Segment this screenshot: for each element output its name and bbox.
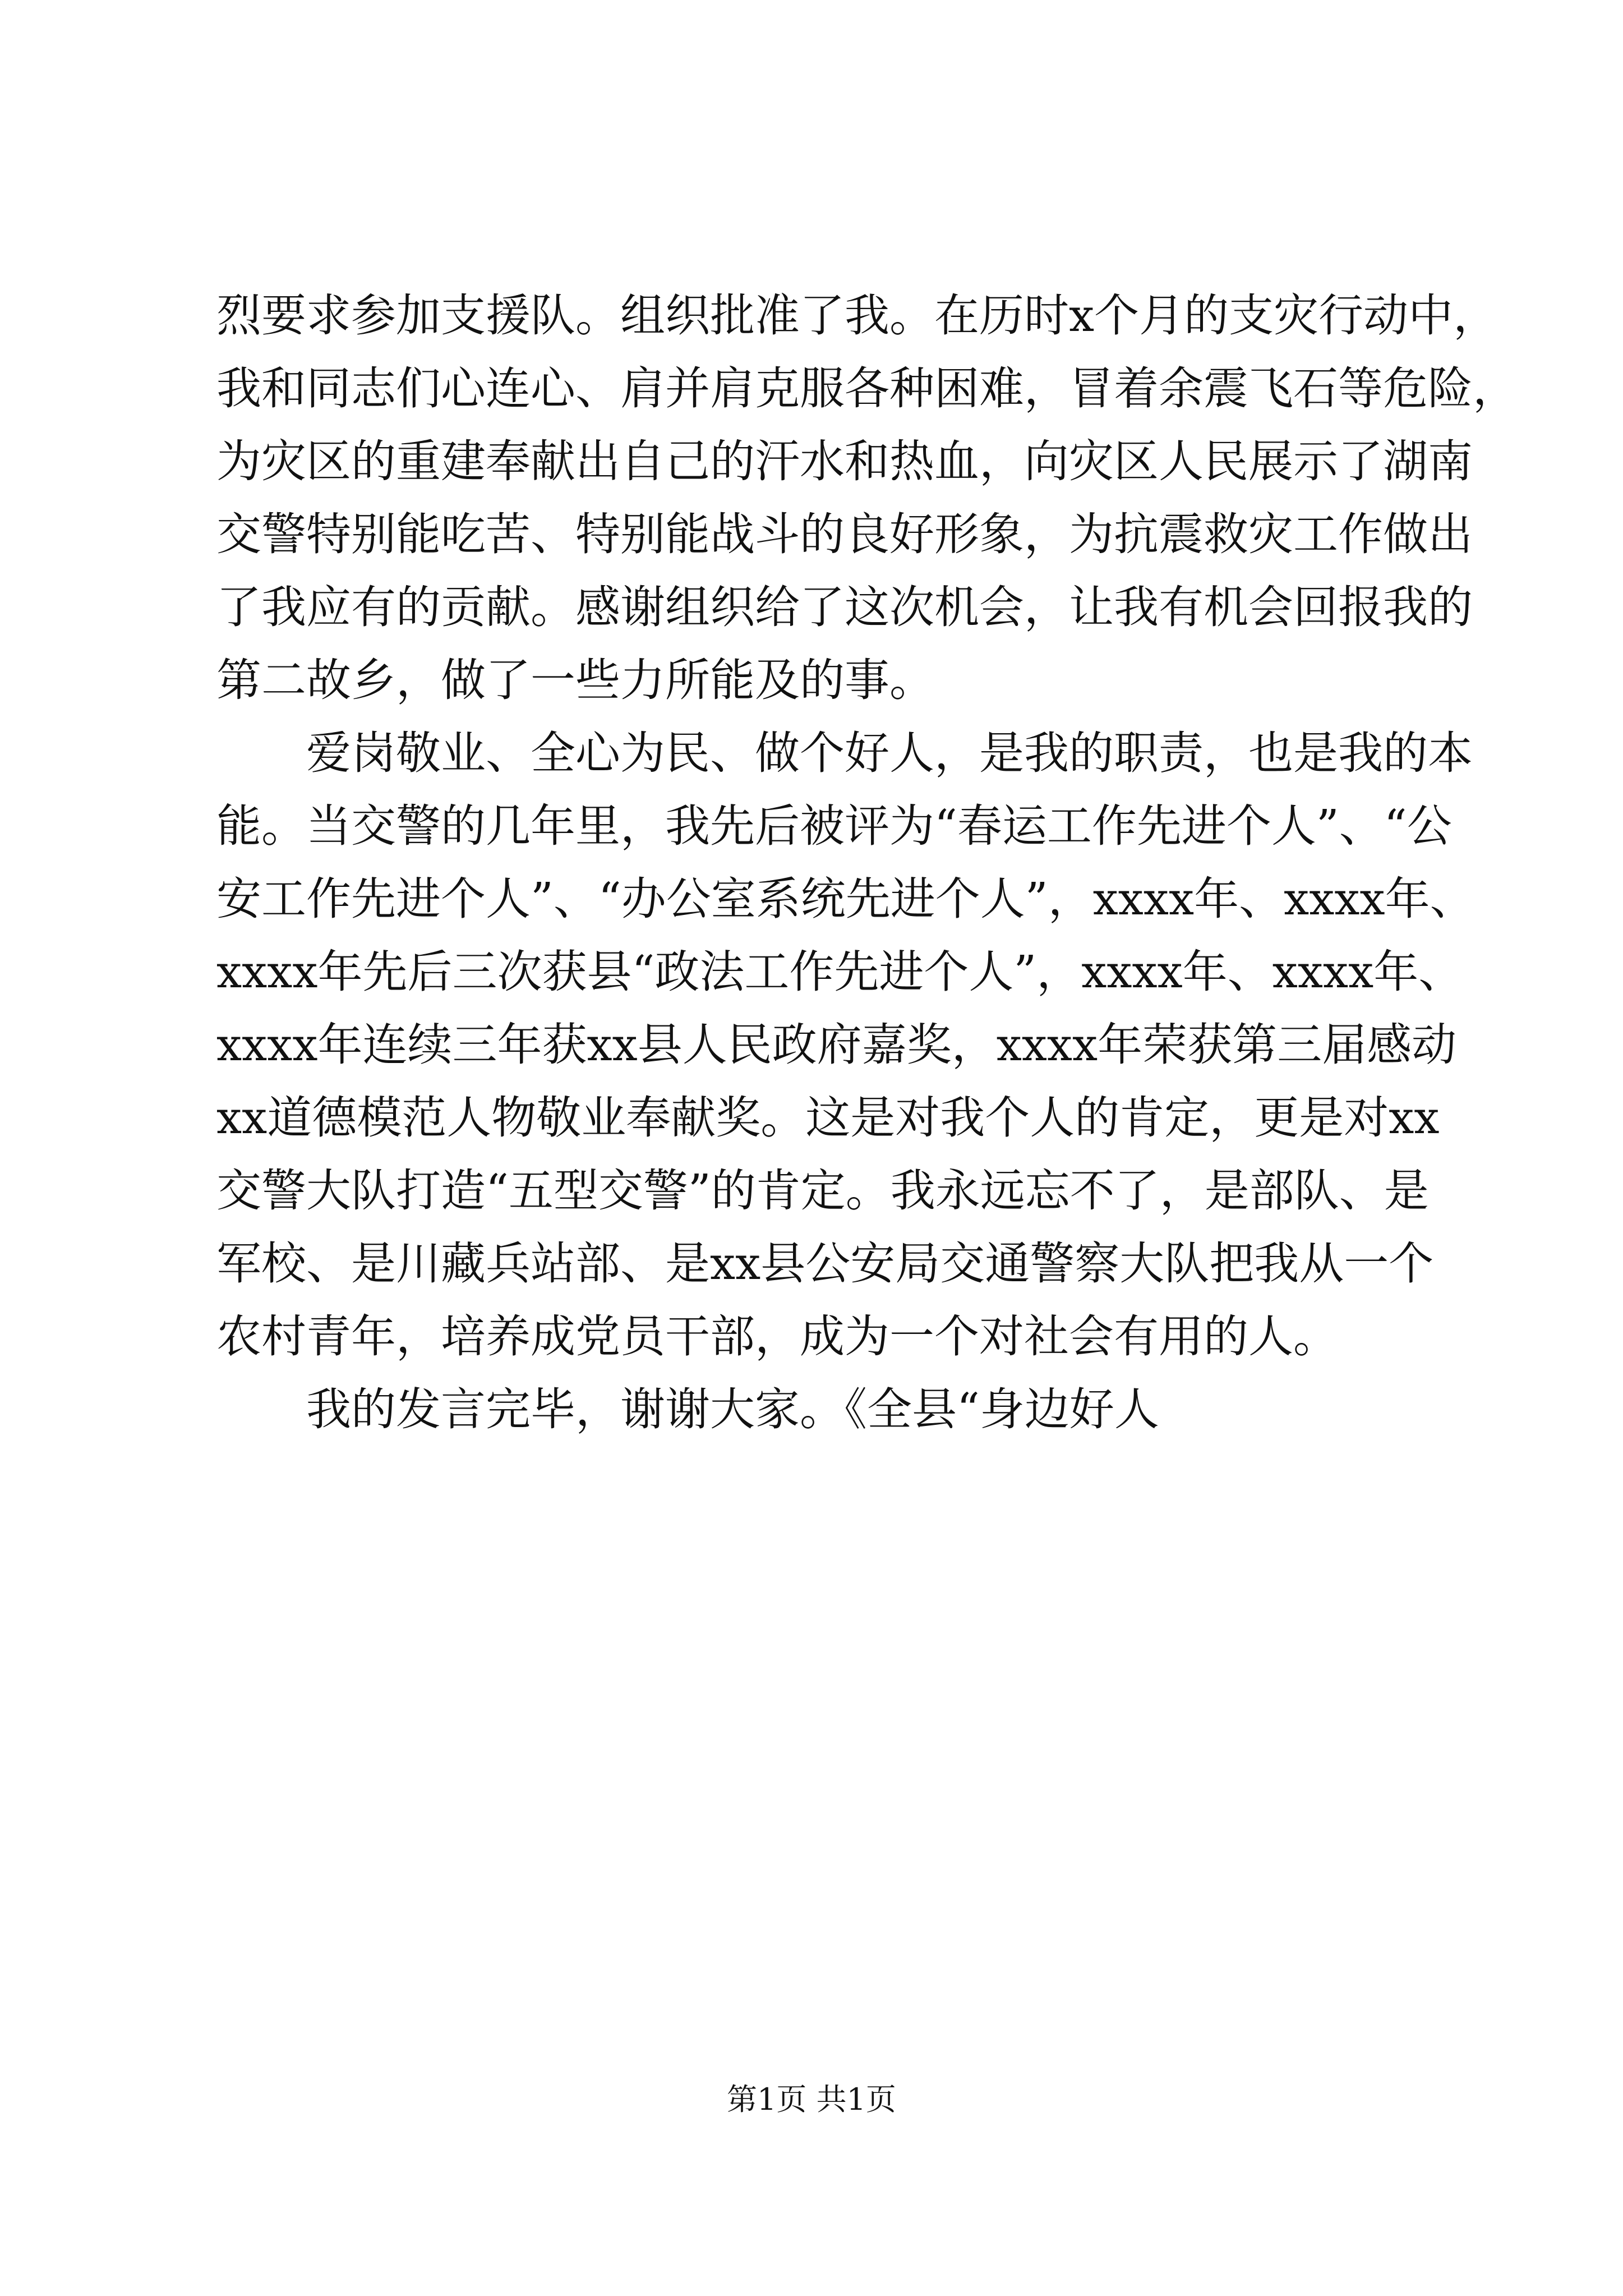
page-number-footer: 第1页 共1页 [727,2082,896,2117]
body-text-line: 爱岗敬业、全心为民、做个好人，是我的职责，也是我的本 [306,727,1473,779]
body-text-line: 交警大队打造“五型交警”的肯定。我永远忘不了，是部队、是 [216,1165,1429,1217]
body-text-line: 我和同志们心连心、肩并肩克服各种困难，冒着余震飞石等危险， [216,362,1518,415]
body-text-line: 第二故乡，做了一些力所能及的事。 [216,654,934,706]
body-text-line: 烈要求参加支援队。组织批准了我。在历时x个月的支灾行动中， [216,289,1498,342]
body-text-line: xx道德模范人物敬业奉献奖。这是对我个人的肯定，更是对xx [216,1092,1440,1144]
body-text-line: xxxx年先后三次获县“政法工作先进个人”，xxxx年、xxxx年、 [216,946,1464,998]
body-text-line: 为灾区的重建奉献出自己的汗水和热血，向灾区人民展示了湖南 [216,435,1473,487]
body-text-line: 军校、是川藏兵站部、是xx县公安局交通警察大队把我从一个 [216,1237,1434,1290]
body-text-line: 能。当交警的几年里，我先后被评为“春运工作先进个人”、“公 [216,800,1452,852]
body-text-line: 了我应有的贡献。感谢组织给了这次机会，让我有机会回报我的 [216,581,1473,633]
body-text-line: 交警特别能吃苦、特别能战斗的良好形象，为抗震救灾工作做出 [216,508,1473,560]
body-text-line: 安工作先进个人”、“办公室系统先进个人”，xxxx年、xxxx年、 [216,873,1475,925]
body-text-line: 农村青年，培养成党员干部，成为一个对社会有用的人。 [216,1310,1338,1363]
body-text-line: 我的发言完毕，谢谢大家。《全县“身边好人 [306,1383,1159,1435]
body-text-line: xxxx年连续三年获xx县人民政府嘉奖，xxxx年荣获第三届感动 [216,1019,1457,1071]
